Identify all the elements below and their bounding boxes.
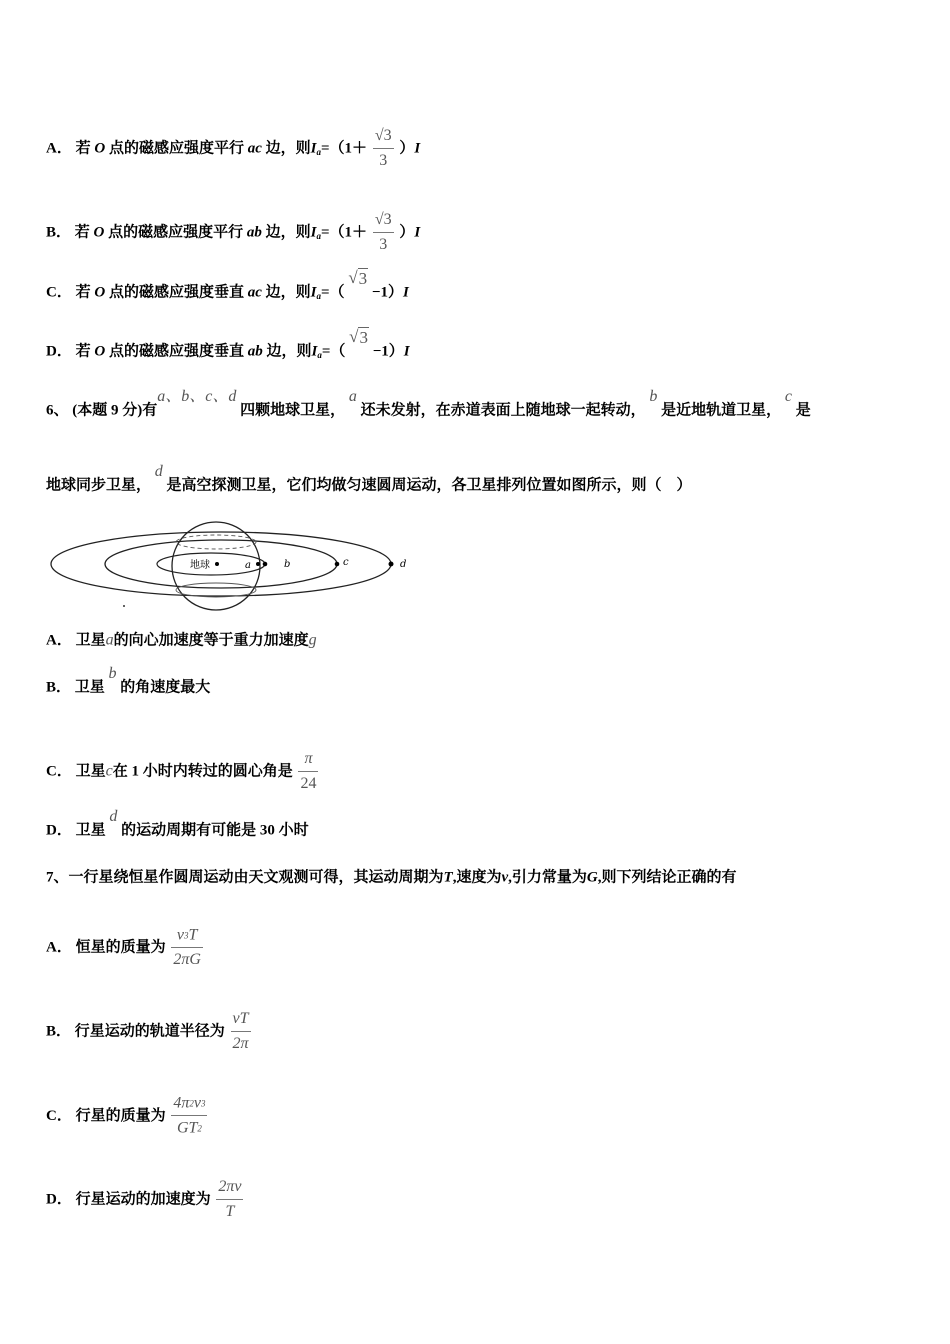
text: 是高空探测卫星，它们均做匀速圆周运动，各卫星排列位置如图所示，则（ ） bbox=[166, 477, 692, 494]
text: ,引力常量为 bbox=[508, 869, 587, 886]
point-o: O bbox=[93, 224, 105, 241]
numerator: √3 bbox=[373, 126, 394, 149]
radicand: 3 bbox=[358, 269, 368, 289]
orbit-diagram bbox=[46, 520, 416, 612]
earth-center-dot bbox=[215, 562, 219, 566]
numerator: 2πv bbox=[216, 1177, 243, 1200]
option-label: C． bbox=[46, 763, 72, 780]
numerator bbox=[171, 925, 203, 948]
text: 行星运动的轨道半径为 bbox=[74, 1023, 225, 1040]
text: 点的磁感应强度平行 bbox=[108, 140, 244, 157]
period-symbol: T bbox=[443, 869, 453, 886]
text: 若 bbox=[75, 140, 91, 157]
fraction bbox=[216, 1177, 243, 1222]
satellite-b-dot bbox=[263, 562, 268, 567]
satellite-a-symbol: a bbox=[348, 387, 357, 405]
current-symbol: I bbox=[311, 343, 318, 360]
orbit-c bbox=[105, 540, 337, 588]
current-symbol: I bbox=[414, 224, 421, 241]
q6-option-d bbox=[46, 807, 309, 841]
q7-option-a bbox=[46, 925, 205, 970]
option-label: A． bbox=[46, 939, 72, 956]
q6-option-c bbox=[46, 749, 320, 794]
text: 边，则 bbox=[266, 343, 312, 360]
num-4pi: 4π bbox=[173, 1094, 190, 1112]
radicand: 3 bbox=[359, 328, 368, 348]
numerator: π bbox=[298, 749, 318, 772]
text: 的向心加速度等于重力加速度 bbox=[113, 632, 309, 649]
exponent: 3 bbox=[200, 1098, 206, 1109]
subscript: a bbox=[316, 291, 321, 301]
fraction bbox=[298, 749, 318, 794]
text: 在 1 小时内转过的圆心角是 bbox=[112, 763, 293, 780]
option-label: A． bbox=[46, 632, 72, 649]
satellite-d-symbol: d bbox=[154, 462, 163, 480]
text: 还未发射，在赤道表面上随地球一起转动， bbox=[360, 402, 646, 419]
text: 点的磁感应强度垂直 bbox=[108, 343, 244, 360]
text: 边，则 bbox=[265, 140, 311, 157]
option-label: D． bbox=[46, 1191, 72, 1208]
num-v: v bbox=[176, 926, 184, 944]
denominator: 3 bbox=[379, 236, 388, 253]
sqrt: √3 bbox=[349, 327, 368, 348]
text: 地球同步卫星， bbox=[46, 477, 152, 494]
text: ,则下列结论正确的有 bbox=[597, 869, 737, 886]
current-symbol: I bbox=[402, 284, 409, 301]
text: ） bbox=[399, 140, 415, 157]
current-symbol: I bbox=[403, 343, 410, 360]
option-b-prev bbox=[46, 210, 420, 255]
q6-stem-line2 bbox=[46, 462, 692, 496]
option-label: B． bbox=[46, 1023, 72, 1040]
q7-option-c bbox=[46, 1093, 209, 1139]
point-o: O bbox=[94, 140, 106, 157]
text: 的角速度最大 bbox=[120, 679, 211, 696]
text: 行星运动的加速度为 bbox=[75, 1191, 211, 1208]
fraction bbox=[171, 925, 203, 970]
fraction bbox=[373, 126, 394, 171]
current-symbol: I bbox=[310, 284, 317, 301]
text: =（1＋ bbox=[321, 140, 368, 157]
option-label: C． bbox=[46, 284, 72, 301]
text: 四颗地球卫星， bbox=[240, 402, 346, 419]
subscript: a bbox=[317, 350, 322, 360]
num-t: T bbox=[188, 926, 198, 944]
earth-latitude bbox=[176, 583, 256, 597]
num-v: v bbox=[193, 1094, 201, 1112]
option-a-prev bbox=[46, 126, 420, 171]
earth-label: 地球 bbox=[190, 560, 210, 571]
option-label: D． bbox=[46, 343, 72, 360]
q6-option-b bbox=[46, 664, 211, 698]
text: 边，则 bbox=[265, 284, 311, 301]
exponent: 3 bbox=[184, 930, 189, 941]
exponent: 2 bbox=[197, 1123, 202, 1134]
den-gt: GT bbox=[176, 1119, 198, 1137]
text: 若 bbox=[75, 284, 91, 301]
fraction bbox=[231, 1009, 251, 1054]
satellite-c-dot bbox=[335, 562, 340, 567]
text: 7、一行星绕恒星作圆周运动由天文观测可得，其运动周期为 bbox=[46, 869, 444, 886]
text: 卫星 bbox=[74, 679, 105, 696]
side-label: ac bbox=[247, 140, 262, 157]
orbit-d bbox=[51, 532, 391, 596]
current-symbol: I bbox=[414, 140, 421, 157]
numerator bbox=[171, 1093, 207, 1116]
denominator: T bbox=[225, 1203, 235, 1220]
text: 若 bbox=[75, 343, 91, 360]
denominator bbox=[171, 1116, 207, 1138]
q7-stem bbox=[46, 867, 737, 888]
text: 卫星 bbox=[75, 632, 106, 649]
subscript: a bbox=[316, 230, 321, 241]
side-label: ab bbox=[247, 343, 263, 360]
velocity-symbol: v bbox=[501, 869, 509, 886]
current-symbol: I bbox=[310, 140, 317, 157]
satellite-c-label: c bbox=[343, 557, 349, 568]
satellite-symbol: b bbox=[108, 664, 117, 682]
denominator: 3 bbox=[379, 152, 388, 169]
satellite-d-label: d bbox=[400, 559, 407, 570]
numerator: vT bbox=[231, 1009, 251, 1032]
satellite-symbol: d bbox=[109, 807, 118, 825]
satellite-b-symbol: b bbox=[649, 387, 658, 405]
earth-latitude bbox=[176, 535, 256, 549]
text: 点的磁感应强度垂直 bbox=[108, 284, 244, 301]
text: ） bbox=[399, 224, 415, 241]
text: 点的磁感应强度平行 bbox=[108, 224, 244, 241]
option-label: C． bbox=[46, 1107, 72, 1124]
q6-option-a bbox=[46, 630, 317, 651]
text: 恒星的质量为 bbox=[75, 939, 166, 956]
gravity-constant-symbol: G bbox=[586, 869, 598, 886]
numerator: √3 bbox=[373, 210, 394, 233]
satellite-symbol: c bbox=[105, 762, 113, 780]
text: =（1＋ bbox=[321, 224, 368, 241]
satellite-a-dot bbox=[256, 562, 260, 566]
text: 卫星 bbox=[75, 822, 106, 839]
exponent: 2 bbox=[189, 1098, 194, 1109]
option-label: B． bbox=[46, 224, 72, 241]
satellite-a-label: a bbox=[245, 560, 251, 571]
fraction bbox=[171, 1093, 207, 1139]
text: 边，则 bbox=[265, 224, 311, 241]
point-o: O bbox=[94, 343, 106, 360]
q6-stem-line1 bbox=[46, 387, 811, 421]
side-label: ab bbox=[246, 224, 262, 241]
denominator: 2π bbox=[232, 1035, 249, 1052]
text: =（ bbox=[321, 343, 346, 360]
satellite-symbols: a、b、c、d bbox=[157, 387, 237, 405]
text: −1） bbox=[372, 343, 404, 360]
text: 是近地轨道卫星， bbox=[661, 402, 782, 419]
side-label: ac bbox=[247, 284, 262, 301]
subscript: a bbox=[316, 146, 321, 157]
text: 卫星 bbox=[75, 763, 106, 780]
sqrt: √3 bbox=[348, 268, 368, 289]
current-symbol: I bbox=[310, 224, 317, 241]
denominator: 24 bbox=[300, 775, 317, 792]
satellite-c-symbol: c bbox=[784, 387, 793, 405]
option-label: A． bbox=[46, 140, 72, 157]
q7-option-d bbox=[46, 1177, 245, 1222]
option-label: B． bbox=[46, 679, 72, 696]
satellite-b-label: b bbox=[284, 559, 291, 570]
denominator: 2πG bbox=[173, 951, 201, 969]
text: 的运动周期有可能是 30 小时 bbox=[121, 822, 309, 839]
point-o: O bbox=[94, 284, 106, 301]
option-label: D． bbox=[46, 822, 72, 839]
text: 若 bbox=[74, 224, 90, 241]
satellite-d-dot bbox=[389, 562, 394, 567]
text: −1） bbox=[371, 284, 403, 301]
option-c-prev bbox=[46, 268, 409, 306]
speck bbox=[123, 605, 125, 607]
text: 6、 (本题 9 分)有 bbox=[46, 402, 158, 419]
text: 是 bbox=[795, 402, 811, 419]
text: =（ bbox=[321, 284, 345, 301]
fraction bbox=[373, 210, 394, 255]
satellite-symbol: a bbox=[105, 631, 114, 649]
text: 行星的质量为 bbox=[75, 1107, 166, 1124]
gravity-symbol: g bbox=[308, 631, 317, 649]
option-d-prev bbox=[46, 327, 410, 365]
q7-option-b bbox=[46, 1009, 253, 1054]
text: ,速度为 bbox=[452, 869, 502, 886]
